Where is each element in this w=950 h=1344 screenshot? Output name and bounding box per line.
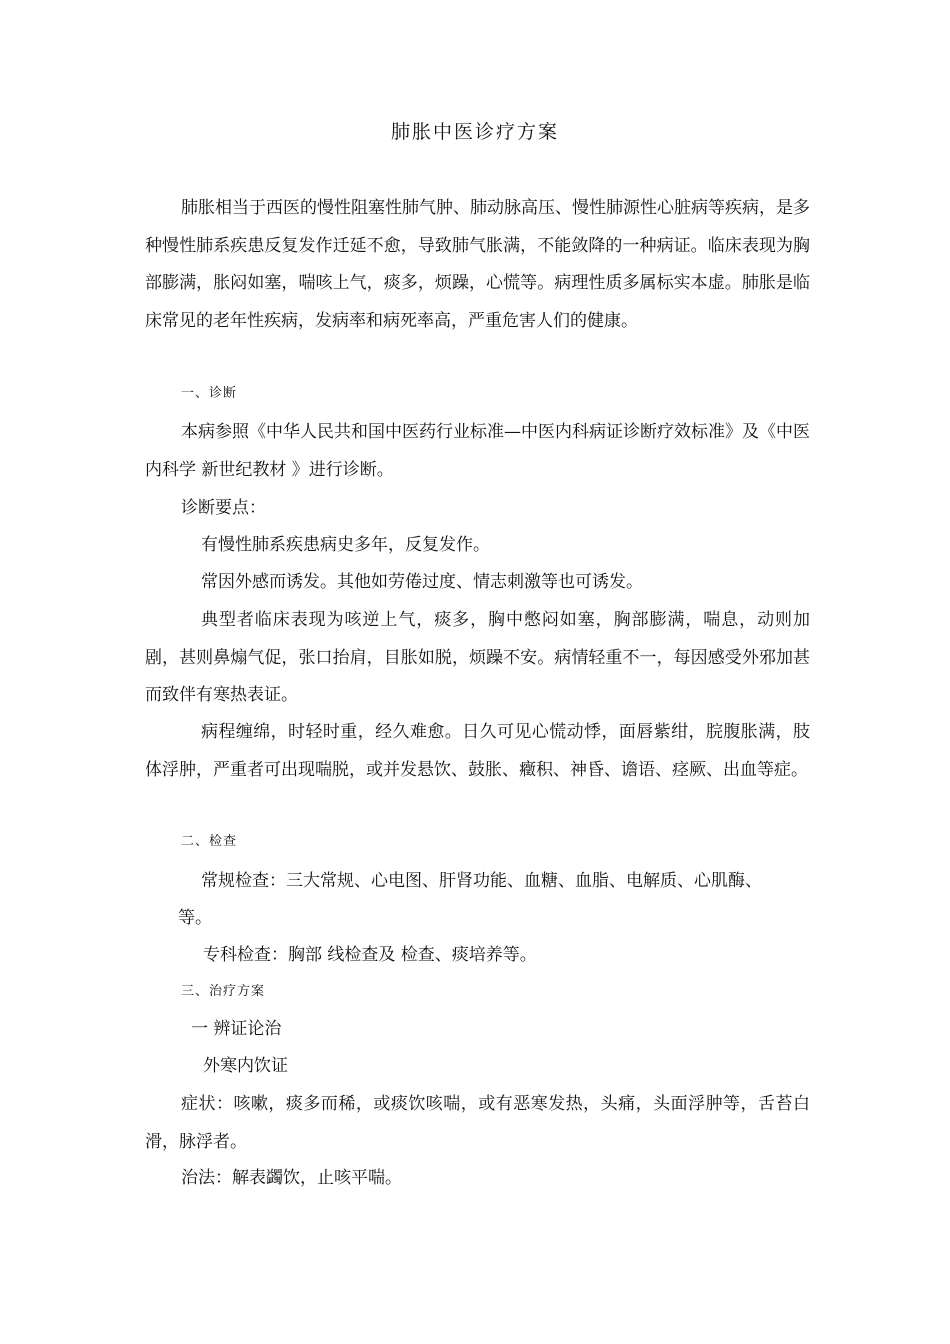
special-exam-line: 专科检查：胸部 线检查及 检查、痰培养等。	[203, 945, 537, 965]
diagnosis-point-4: 病程缠绵，时轻时重，经久难愈。日久可见心慌动悸，面唇紫绀，脘腹胀满，肢体浮肿，严重者可出现喘脱，或并发悬饮、鼓胀、癥积、神昏、谵语、痉厥、出血等症。	[145, 722, 810, 780]
section-heading-diagnosis: 一、诊断	[181, 386, 238, 401]
symptoms-paragraph: 症状：咳嗽，痰多而稀，或痰饮咳喘，或有恶寒发热，头痛，头面浮肿等，舌苔白滑，脉浮者。	[145, 1094, 810, 1152]
diagnosis-point-3: 典型者临床表现为咳逆上气，痰多，胸中憋闷如塞，胸部膨满，喘息，动则加剧，甚则鼻煽气促，张口抬肩，目胀如脱，烦躁不安。病情轻重不一，每因感受外邪加甚而致伴有寒热表证。	[145, 610, 810, 705]
diagnosis-basis-paragraph: 本病参照《中华人民共和国中医药行业标准—中医内科病证诊断疗效标准》及《中医内科学 新世纪教材 》进行诊断。	[145, 422, 810, 480]
diagnosis-point-2: 常因外感而诱发。其他如劳倦过度、情志刺激等也可诱发。	[201, 572, 643, 592]
key-points-label: 诊断要点：	[181, 498, 266, 518]
subsection-heading-syndrome-differentiation: 一 辨证论治	[191, 1019, 282, 1039]
section-heading-exam: 二、检查	[181, 834, 238, 849]
routine-exam-line: 常规检查：三大常规、心电图、肝肾功能、血糖、血脂、电解质、心肌酶、	[201, 871, 762, 891]
intro-paragraph: 肺胀相当于西医的慢性阻塞性肺气肿、肺动脉高压、慢性肺源性心脏病等疾病，是多种慢性肺系疾患反复发作迁延不愈，导致肺气胀满，不能敛降的一种病证。临床表现为胸部膨满，胀闷如塞，喘咳上气，痰多，烦躁，心慌等。病理性质多属标实本虚。肺胀是临床常见的老年性疾病，发病率和病死率高，严重危害人们的健康。	[145, 198, 810, 331]
syndrome-name: 外寒内饮证	[203, 1056, 288, 1076]
section-heading-treatment: 三、治疗方案	[181, 984, 266, 999]
document-title: 肺胀中医诊疗方案	[390, 121, 559, 143]
routine-exam-continuation: 等。	[178, 908, 212, 928]
diagnosis-point-1: 有慢性肺系疾患病史多年，反复发作。	[201, 535, 490, 555]
treatment-method-line: 治法：解表蠲饮，止咳平喘。	[181, 1168, 402, 1188]
